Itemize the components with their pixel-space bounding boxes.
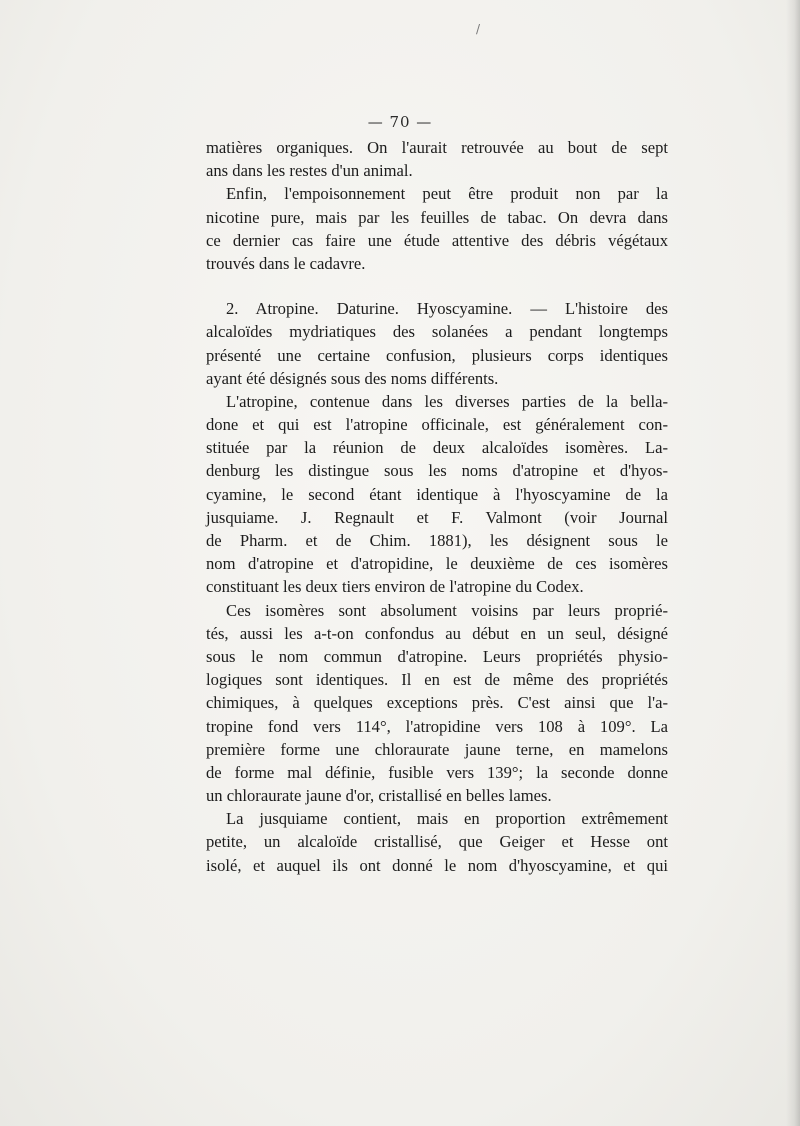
text-line: jusquiame. J. Regnault et F. Valmont (voir Journal <box>206 507 668 527</box>
text-line: de forme mal définie, fusible vers 139°; la seconde donne <box>206 762 668 782</box>
text-line: petite, un alcaloïde cristallisé, que Geiger et Hesse ont <box>206 832 668 852</box>
text-line: constituant les deux tiers environ de l'atropine du Codex. <box>206 577 584 597</box>
text-line: La jusquiame contient, mais en proportion extrêmement <box>226 809 668 829</box>
text-line: tropine fond vers 114°, l'atropidine vers 108 à 109°. La <box>206 716 668 736</box>
text-line: ayant été désignés sous des noms différents. <box>206 368 499 388</box>
body-text <box>206 136 668 877</box>
text-line: L'atropine, contenue dans les diverses parties de la bella- <box>226 391 668 411</box>
text-line: isolé, et auquel ils ont donné le nom d'hyoscyamine, et qui <box>206 855 668 875</box>
section-heading-line: 2. Atropine. Daturine. Hyoscyamine. — L'histoire des <box>226 299 668 319</box>
paragraph-1 <box>206 136 668 182</box>
text-line: première forme une chloraurate jaune terne, en mamelons <box>206 739 668 759</box>
text-line: tés, aussi les a-t-on confondus au début en un seul, désigné <box>206 623 668 643</box>
page-edge-shadow <box>786 0 800 1126</box>
text-line: ans dans les restes d'un animal. <box>206 161 413 181</box>
text-line: de Pharm. et de Chim. 1881), les désignent sous le <box>206 531 668 550</box>
page-number: — 70 — <box>367 113 433 131</box>
text-line: trouvés dans le cadavre. <box>206 253 366 273</box>
text-line: sous le nom commun d'atropine. Leurs propriétés physio- <box>206 646 668 666</box>
paragraph-2 <box>206 182 668 275</box>
text-line: ce dernier cas faire une étude attentive des débris végétaux <box>206 230 668 250</box>
text-line: done et qui est l'atropine officinale, est généralement con- <box>206 415 668 435</box>
text-line: cyamine, le second étant identique à l'hyoscyamine de la <box>206 484 668 504</box>
section-gap <box>206 275 668 297</box>
text-line: matières organiques. On l'aurait retrouvée au bout de sept <box>206 138 668 157</box>
paragraph-6 <box>206 807 668 877</box>
text-line: nom d'atropine et d'atropidine, le deuxième de ces isomères <box>206 554 668 574</box>
text-line: stituée par la réunion de deux alcaloïdes isomères. La- <box>206 438 668 458</box>
text-line: chimiques, à quelques exceptions près. C'est ainsi que l'a- <box>206 693 668 713</box>
paragraph-4 <box>206 390 668 599</box>
text-line: logiques sont identiques. Il en est de même des propriétés <box>206 670 668 690</box>
pencil-mark: / <box>476 22 481 36</box>
paragraph-5 <box>206 599 668 808</box>
text-line: présenté une certaine confusion, plusieurs corps identiques <box>206 345 668 365</box>
text-line: denburg les distingue sous les noms d'atropine et d'hyos- <box>206 461 668 481</box>
text-line: alcaloïdes mydriatiques des solanées a pendant longtemps <box>206 322 668 342</box>
text-line: Ces isomères sont absolument voisins par leurs proprié- <box>226 600 668 620</box>
paragraph-3 <box>206 297 668 390</box>
text-line: nicotine pure, mais par les feuilles de tabac. On devra dans <box>206 207 668 227</box>
text-line: Enfin, l'empoisonnement peut être produit non par la <box>226 184 668 204</box>
text-line: un chloraurate jaune d'or, cristallisé en belles lames. <box>206 786 552 806</box>
